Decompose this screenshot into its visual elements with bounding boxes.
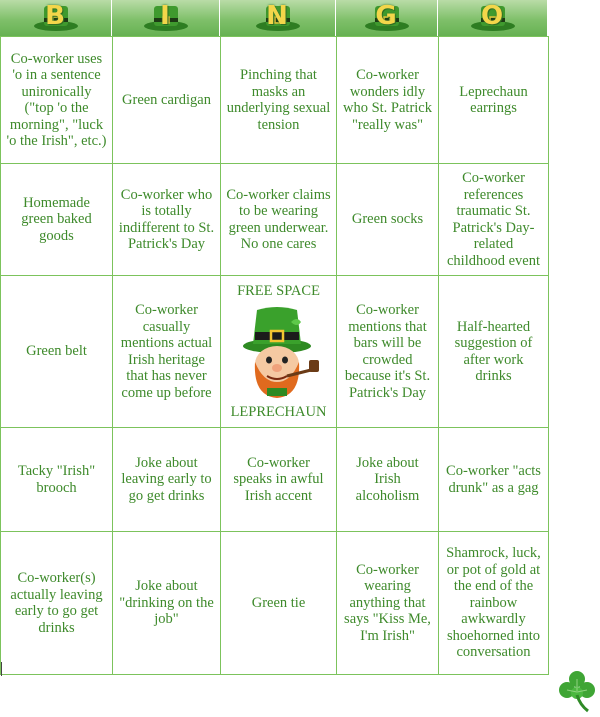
bingo-square[interactable]: Joke about Irish alcoholism [337,428,439,532]
bingo-row [1,164,549,276]
bingo-square[interactable]: Co-worker wearing anything that says "Kiss Me, I'm Irish" [337,532,439,675]
shamrock-icon [556,669,598,713]
bingo-square[interactable]: Co-worker claims to be wearing green underwear. No one cares [221,164,337,276]
header-cell-n [220,0,336,36]
header-cell-i [112,0,220,36]
bingo-square[interactable]: Homemade green baked goods [1,164,113,276]
header-letter-i: I [160,1,171,31]
header-letter-n: N [266,1,289,31]
header-letter-o: O [480,1,505,31]
header-letter-b: B [45,1,66,31]
bingo-square[interactable]: Co-worker(s) actually leaving early to go get drinks [1,532,113,675]
bingo-square[interactable]: Co-worker uses 'o in a sentence unironically ("top 'o the morning", "luck 'o the Irish", etc.) [1,37,113,164]
bingo-square[interactable]: Co-worker wonders idly who St. Patrick "really was" [337,37,439,164]
free-space-title: FREE SPACE [237,283,320,299]
bingo-square[interactable]: Green belt [1,276,113,428]
bingo-square[interactable]: Co-worker casually mentions actual Irish heritage that has never come up before [113,276,221,428]
bingo-square[interactable]: Green tie [221,532,337,675]
bingo-square[interactable]: Green cardigan [113,37,221,164]
bingo-header [0,0,548,36]
bingo-grid [0,36,549,675]
header-cell-b [0,0,112,36]
bingo-square[interactable]: Shamrock, luck, or pot of gold at the end of the rainbow awkwardly shoehorned into conversation [439,532,549,675]
bingo-row [1,532,549,675]
bingo-square[interactable]: Joke about "drinking on the job" [113,532,221,675]
free-space-subtitle: LEPRECHAUN [230,403,327,420]
bingo-square[interactable]: Joke about leaving early to go get drinks [113,428,221,532]
bingo-row [1,37,549,164]
bingo-square[interactable]: Leprechaun earrings [439,37,549,164]
bingo-square[interactable]: Co-worker speaks in awful Irish accent [221,428,337,532]
header-cell-o [438,0,548,36]
bingo-square[interactable]: Co-worker mentions that bars will be crowded because it's St. Patrick's Day [337,276,439,428]
bingo-square[interactable]: Co-worker who is totally indifferent to St. Patrick's Day [113,164,221,276]
text-cursor [1,662,2,676]
header-letter-g: G [375,1,398,31]
bingo-square[interactable]: Co-worker "acts drunk" as a gag [439,428,549,532]
leprechaun-icon [231,304,327,400]
bingo-square[interactable]: Co-worker references traumatic St. Patrick's Day-related childhood event [439,164,549,276]
bingo-square[interactable]: Half-hearted suggestion of after work drinks [439,276,549,428]
bingo-square[interactable]: Green socks [337,164,439,276]
bingo-square[interactable]: Tacky "Irish" brooch [1,428,113,532]
bingo-square[interactable]: Pinching that masks an underlying sexual tension [221,37,337,164]
bingo-row [1,276,549,428]
bingo-row [1,428,549,532]
header-cell-g [336,0,438,36]
free-space[interactable] [221,276,337,428]
